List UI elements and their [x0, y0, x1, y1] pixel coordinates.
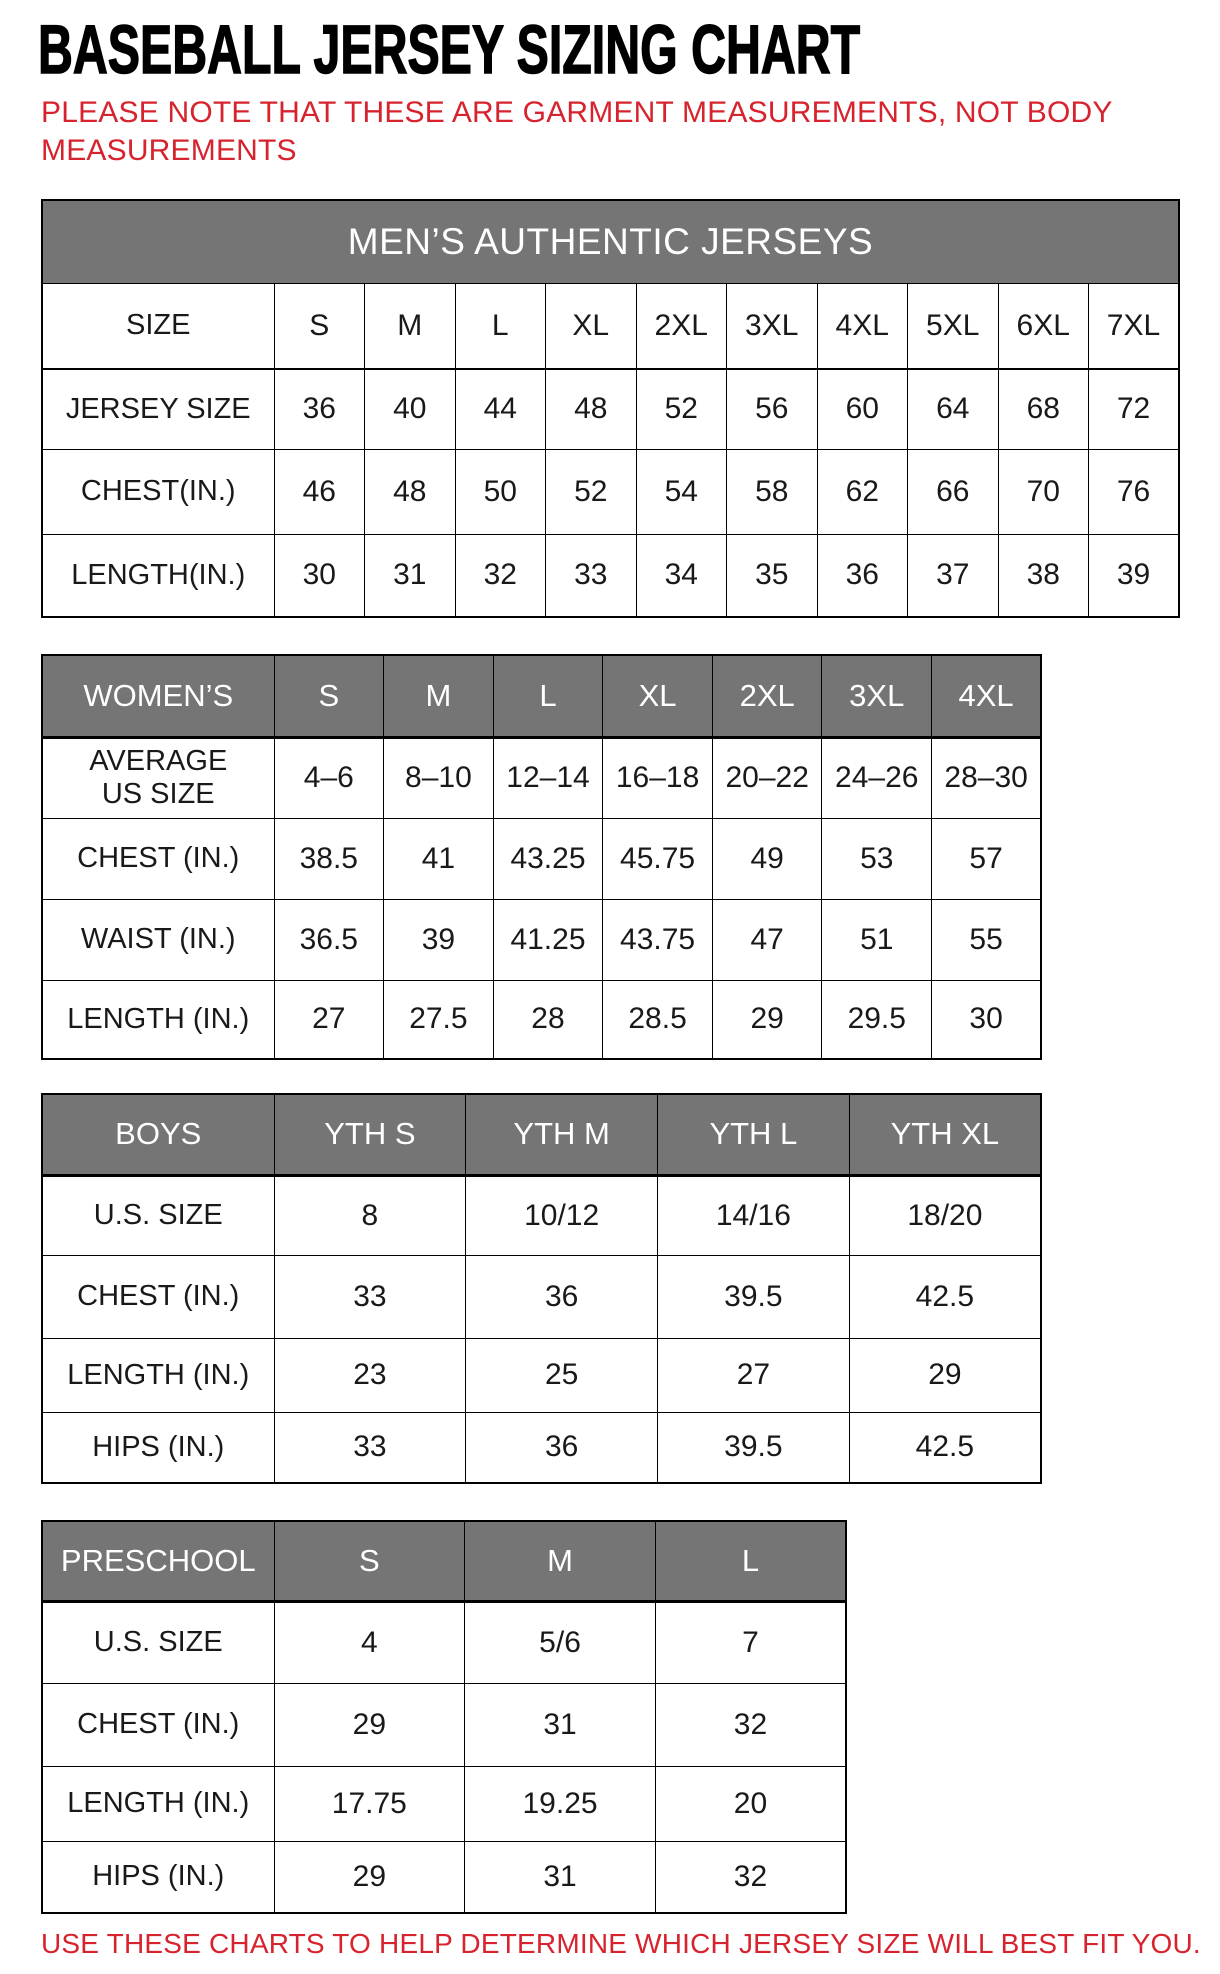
table-cell: 12–14 [493, 737, 603, 818]
table-cell: 29 [849, 1338, 1041, 1412]
table-cell: 49 [712, 818, 822, 899]
row-label-cell: U.S. SIZE [42, 1175, 274, 1255]
column-header-cell: L [455, 283, 546, 369]
garment-measurement-note [41, 94, 1113, 170]
table-cell: 42.5 [849, 1412, 1041, 1483]
table-cell: 31 [465, 1841, 656, 1913]
table-cell: 48 [365, 449, 456, 534]
table-cell: 32 [655, 1841, 846, 1913]
table-cell: 58 [727, 449, 818, 534]
note-line: MEASUREMENTS [41, 134, 297, 167]
table-cell: 39 [384, 899, 494, 980]
table-cell: 33 [274, 1412, 466, 1483]
row-label-line: US SIZE [101, 778, 215, 810]
column-header-cell: 3XL [822, 655, 932, 737]
column-header-cell: YTH XL [849, 1094, 1041, 1175]
table-cell: 42.5 [849, 1255, 1041, 1338]
table-cell: 27.5 [384, 980, 494, 1059]
column-header-cell: 4XL [817, 283, 908, 369]
row-label-cell: LENGTH (IN.) [42, 1338, 274, 1412]
column-header-cell: 3XL [727, 283, 818, 369]
table-cell: 5/6 [465, 1601, 656, 1683]
column-header-cell: 2XL [712, 655, 822, 737]
table-row [42, 655, 1041, 737]
table-row [42, 1338, 1041, 1412]
column-header-cell: YTH S [274, 1094, 466, 1175]
womens-sizing-table [41, 654, 1042, 1060]
table-cell: 27 [274, 980, 384, 1059]
column-header-cell: WOMEN’S [42, 655, 274, 737]
column-header-cell: YTH M [466, 1094, 658, 1175]
table-cell: 35 [727, 534, 818, 617]
table-row [42, 1841, 846, 1913]
table-row [42, 449, 1179, 534]
table-cell: 4 [274, 1601, 465, 1683]
table-cell: 45.75 [603, 818, 713, 899]
table-cell: 20–22 [712, 737, 822, 818]
table-row [42, 1412, 1041, 1483]
table-cell: 39.5 [658, 1255, 850, 1338]
row-label-cell: U.S. SIZE [42, 1601, 274, 1683]
table-cell: 40 [365, 369, 456, 449]
column-header-cell: 5XL [908, 283, 999, 369]
table-cell: 33 [546, 534, 637, 617]
table-cell: 60 [817, 369, 908, 449]
table-cell: 33 [274, 1255, 466, 1338]
boys-sizing-table [41, 1093, 1042, 1484]
table-cell: 43.75 [603, 899, 713, 980]
row-label-cell: LENGTH(IN.) [42, 534, 274, 617]
table-row [42, 980, 1041, 1059]
table-cell: 43.25 [493, 818, 603, 899]
row-label-cell: HIPS (IN.) [42, 1841, 274, 1913]
table-cell: 76 [1089, 449, 1180, 534]
table-cell: 48 [546, 369, 637, 449]
row-label-cell: CHEST (IN.) [42, 818, 274, 899]
page-title: BASEBALL JERSEY SIZING CHART [38, 11, 861, 88]
column-header-cell: M [365, 283, 456, 369]
table-row [42, 283, 1179, 369]
table-cell: 7 [655, 1601, 846, 1683]
table-cell: 29 [274, 1683, 465, 1766]
column-header-cell: S [274, 283, 365, 369]
table-cell: 62 [817, 449, 908, 534]
column-header-cell: YTH L [658, 1094, 850, 1175]
table-cell: 32 [455, 534, 546, 617]
row-label-cell: WAIST (IN.) [42, 899, 274, 980]
table-cell: 31 [465, 1683, 656, 1766]
table-cell: 29.5 [822, 980, 932, 1059]
table-cell: 53 [822, 818, 932, 899]
table-cell: 30 [932, 980, 1042, 1059]
table-cell: 36 [817, 534, 908, 617]
table-cell: 17.75 [274, 1766, 465, 1841]
column-header-cell: XL [546, 283, 637, 369]
column-header-cell: 4XL [932, 655, 1042, 737]
table-row [42, 1094, 1041, 1175]
table-cell: 57 [932, 818, 1042, 899]
row-label-cell: JERSEY SIZE [42, 369, 274, 449]
table-cell: 28.5 [603, 980, 713, 1059]
column-header-cell: S [274, 655, 384, 737]
column-header-cell: 6XL [998, 283, 1089, 369]
row-label-cell [42, 737, 274, 818]
column-header-cell: L [655, 1521, 846, 1601]
table-cell: 28–30 [932, 737, 1042, 818]
table-cell: 46 [274, 449, 365, 534]
table-cell: 29 [712, 980, 822, 1059]
table-row [42, 737, 1041, 818]
mens-sizing-table [41, 199, 1180, 618]
table-cell: 36 [274, 369, 365, 449]
table-cell: 39.5 [658, 1412, 850, 1483]
table-row [42, 899, 1041, 980]
column-header-cell: M [465, 1521, 656, 1601]
table-row [42, 200, 1179, 283]
table-cell: 10/12 [466, 1175, 658, 1255]
row-label-cell: CHEST (IN.) [42, 1683, 274, 1766]
table-cell: 64 [908, 369, 999, 449]
table-cell: 30 [274, 534, 365, 617]
table-row [42, 1521, 846, 1601]
row-label-cell: CHEST(IN.) [42, 449, 274, 534]
table-row [42, 534, 1179, 617]
table-cell: 41.25 [493, 899, 603, 980]
column-header-cell: BOYS [42, 1094, 274, 1175]
table-cell: 68 [998, 369, 1089, 449]
table-cell: 50 [455, 449, 546, 534]
row-label-cell: HIPS (IN.) [42, 1412, 274, 1483]
table-cell: 20 [655, 1766, 846, 1841]
table-row [42, 1601, 846, 1683]
table-cell: 14/16 [658, 1175, 850, 1255]
table-cell: 28 [493, 980, 603, 1059]
table-title-cell: MEN’S AUTHENTIC JERSEYS [42, 200, 1179, 283]
table-cell: 16–18 [603, 737, 713, 818]
table-cell: 72 [1089, 369, 1180, 449]
table-cell: 70 [998, 449, 1089, 534]
table-cell: 27 [658, 1338, 850, 1412]
column-header-cell: L [493, 655, 603, 737]
column-header-cell: PRESCHOOL [42, 1521, 274, 1601]
table-row [42, 1255, 1041, 1338]
table-cell: 23 [274, 1338, 466, 1412]
table-cell: 8–10 [384, 737, 494, 818]
row-label-line: AVERAGE [89, 744, 228, 777]
table-cell: 8 [274, 1175, 466, 1255]
note-line: PLEASE NOTE THAT THESE ARE GARMENT MEASUREMENTS, NOT BODY [41, 96, 1113, 129]
row-label-cell: CHEST (IN.) [42, 1255, 274, 1338]
table-cell: 36.5 [274, 899, 384, 980]
table-cell: 66 [908, 449, 999, 534]
table-cell: 25 [466, 1338, 658, 1412]
table-cell: 47 [712, 899, 822, 980]
table-cell: 52 [546, 449, 637, 534]
table-cell: 52 [636, 369, 727, 449]
column-header-cell: XL [603, 655, 713, 737]
table-cell: 37 [908, 534, 999, 617]
table-cell: 36 [466, 1412, 658, 1483]
table-cell: 4–6 [274, 737, 384, 818]
row-label-cell: LENGTH (IN.) [42, 1766, 274, 1841]
column-header-cell: M [384, 655, 494, 737]
preschool-sizing-table [41, 1520, 847, 1914]
table-cell: 18/20 [849, 1175, 1041, 1255]
table-cell: 38 [998, 534, 1089, 617]
table-cell: 31 [365, 534, 456, 617]
row-label-cell: SIZE [42, 283, 274, 369]
row-label-cell: LENGTH (IN.) [42, 980, 274, 1059]
column-header-cell: 7XL [1089, 283, 1180, 369]
table-cell: 34 [636, 534, 727, 617]
table-cell: 24–26 [822, 737, 932, 818]
table-cell: 36 [466, 1255, 658, 1338]
table-row [42, 818, 1041, 899]
table-cell: 19.25 [465, 1766, 656, 1841]
table-cell: 29 [274, 1841, 465, 1913]
table-row [42, 369, 1179, 449]
table-cell: 39 [1089, 534, 1180, 617]
table-cell: 51 [822, 899, 932, 980]
table-cell: 56 [727, 369, 818, 449]
table-row [42, 1683, 846, 1766]
table-cell: 41 [384, 818, 494, 899]
table-cell: 38.5 [274, 818, 384, 899]
footer-note: USE THESE CHARTS TO HELP DETERMINE WHICH JERSEY SIZE WILL BEST FIT YOU. [41, 1928, 1201, 1959]
table-row [42, 1175, 1041, 1255]
table-cell: 32 [655, 1683, 846, 1766]
table-cell: 55 [932, 899, 1042, 980]
table-cell: 54 [636, 449, 727, 534]
table-cell: 44 [455, 369, 546, 449]
column-header-cell: S [274, 1521, 465, 1601]
table-row [42, 1766, 846, 1841]
column-header-cell: 2XL [636, 283, 727, 369]
